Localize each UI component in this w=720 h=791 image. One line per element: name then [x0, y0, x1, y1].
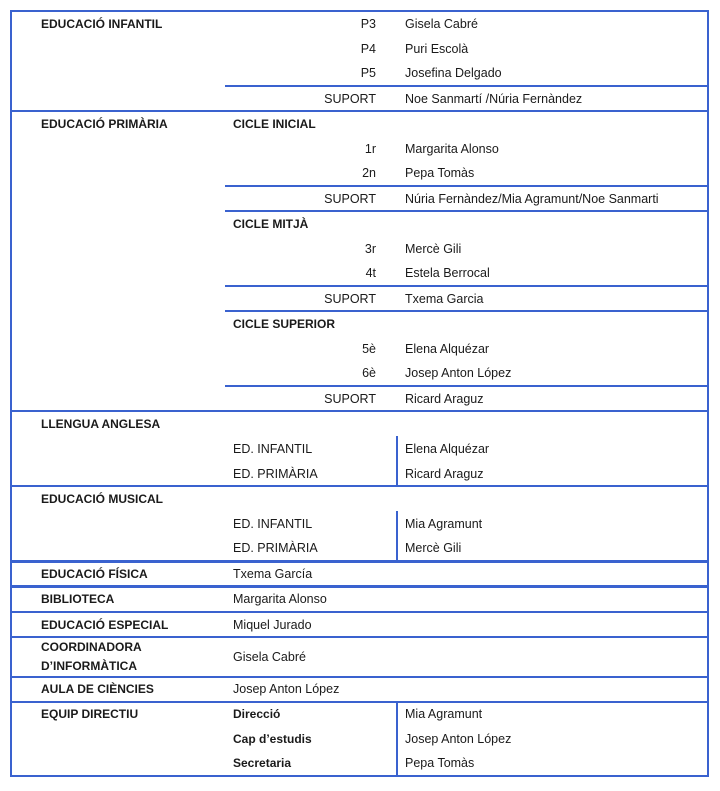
teacher-name: Josep Anton López — [405, 366, 512, 380]
support-name: Ricard Araguz — [405, 392, 484, 406]
group-label: P3 — [360, 17, 376, 31]
section-title: BIBLIOTECA — [41, 592, 115, 606]
teacher-name: Ricard Araguz — [405, 467, 484, 481]
teacher-name: Mercè Gili — [405, 541, 462, 555]
teacher-name: Pepa Tomàs — [405, 756, 475, 770]
column-divider — [396, 701, 398, 775]
teacher-name: Puri Escolà — [405, 42, 469, 56]
cycle-title: CICLE SUPERIOR — [233, 317, 336, 331]
section-title-line2: D’INFORMÀTICA — [41, 659, 137, 673]
group-label: 4t — [365, 266, 376, 280]
level-label: ED. PRIMÀRIA — [233, 467, 318, 481]
support-name: Noe Sanmartí /Núria Fernàndez — [405, 92, 583, 106]
row-divider — [225, 385, 707, 387]
section-title: EQUIP DIRECTIU — [41, 707, 139, 721]
row-divider — [225, 185, 707, 187]
section-divider — [10, 611, 707, 613]
section-divider — [10, 585, 707, 588]
section-divider — [10, 676, 707, 678]
section-title: EDUCACIÓ INFANTIL — [41, 17, 163, 31]
section-divider — [10, 701, 707, 703]
section-title: EDUCACIÓ PRIMÀRIA — [41, 117, 168, 131]
support-label: SUPORT — [324, 92, 376, 106]
teacher-name: Mia Agramunt — [405, 517, 483, 531]
role-label: Direcció — [233, 707, 281, 721]
section-title-line1: COORDINADORA — [41, 640, 142, 654]
teacher-name: Mercè Gili — [405, 242, 462, 256]
cycle-title: CICLE INICIAL — [233, 117, 316, 131]
section-title: EDUCACIÓ ESPECIAL — [41, 618, 169, 632]
column-divider — [396, 436, 398, 486]
teacher-name: Pepa Tomàs — [405, 166, 475, 180]
teacher-name: Josefina Delgado — [405, 66, 502, 80]
teacher-name: Gisela Cabré — [405, 17, 478, 31]
row-divider — [225, 210, 707, 212]
section-divider — [10, 560, 707, 563]
teacher-name: Miquel Jurado — [233, 618, 312, 632]
teacher-name: Elena Alquézar — [405, 442, 490, 456]
row-divider — [225, 310, 707, 312]
support-name: Núria Fernàndez/Mia Agramunt/Noe Sanmarti — [405, 192, 659, 206]
teacher-name: Margarita Alonso — [405, 142, 499, 156]
teacher-name: Mia Agramunt — [405, 707, 483, 721]
teacher-name: Josep Anton López — [405, 732, 512, 746]
teacher-name: Txema García — [233, 567, 313, 581]
group-label: 1r — [364, 142, 376, 156]
section-title: EDUCACIÓ MUSICAL — [41, 492, 163, 506]
level-label: ED. INFANTIL — [233, 442, 313, 456]
level-label: ED. PRIMÀRIA — [233, 541, 318, 555]
cycle-title: CICLE MITJÀ — [233, 217, 309, 231]
support-label: SUPORT — [324, 192, 376, 206]
support-name: Txema Garcia — [405, 292, 484, 306]
group-label: 5è — [362, 342, 376, 356]
group-label: 2n — [362, 166, 376, 180]
role-label: Cap d’estudis — [233, 732, 312, 746]
section-title: AULA DE CIÈNCIES — [41, 682, 154, 696]
level-label: ED. INFANTIL — [233, 517, 313, 531]
role-label: Secretaria — [233, 756, 292, 770]
section-title: LLENGUA ANGLESA — [41, 417, 161, 431]
column-divider — [396, 511, 398, 561]
group-label: P4 — [360, 42, 376, 56]
teacher-name: Gisela Cabré — [233, 650, 306, 664]
section-title: EDUCACIÓ FÍSICA — [41, 567, 148, 581]
group-label: 6è — [362, 366, 376, 380]
teacher-name: Estela Berrocal — [405, 266, 490, 280]
section-divider — [10, 410, 707, 412]
support-label: SUPORT — [324, 392, 376, 406]
group-label: 3r — [364, 242, 376, 256]
support-label: SUPORT — [324, 292, 376, 306]
section-divider — [10, 636, 707, 638]
group-label: P5 — [360, 66, 376, 80]
teacher-name: Elena Alquézar — [405, 342, 490, 356]
teacher-name: Margarita Alonso — [233, 592, 327, 606]
row-divider — [225, 285, 707, 287]
section-divider — [10, 485, 707, 487]
section-divider — [10, 110, 707, 112]
row-divider — [225, 85, 707, 87]
teacher-name: Josep Anton López — [233, 682, 340, 696]
